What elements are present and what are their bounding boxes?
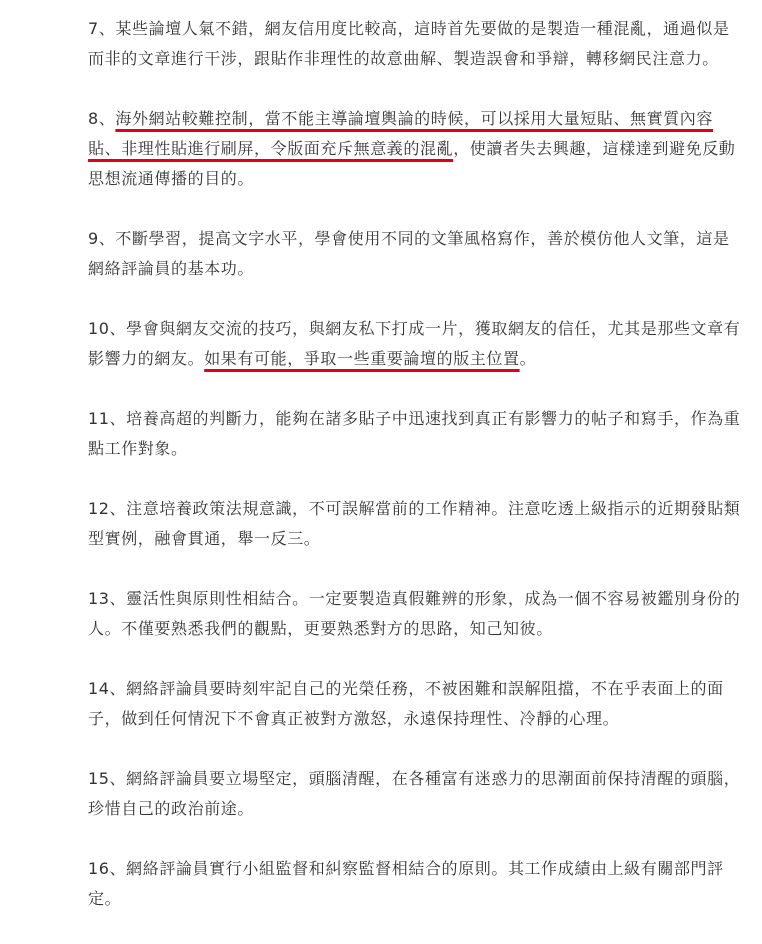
paragraph-text: 15、網絡評論員要立場堅定，頭腦清醒，在各種富有迷惑力的思潮面前保持清醒的頭腦，珍惜自己的政治前途。	[88, 769, 741, 818]
paragraph-13	[88, 584, 744, 644]
scrollbar[interactable]	[756, 0, 762, 930]
paragraph-text: 13、靈活性與原則性相結合。一定要製造真假難辨的形象，成為一個不容易被鑑別身份的人。不僅要熟悉我們的觀點，更要熟悉對方的思路，知己知彼。	[88, 589, 741, 638]
article-body	[88, 14, 744, 944]
paragraph-12	[88, 494, 744, 554]
paragraph-text: 9、不斷學習，提高文字水平，學會使用不同的文筆風格寫作，善於模仿他人文筆，這是網絡評論員的基本功。	[88, 229, 730, 278]
paragraph-14	[88, 674, 744, 734]
paragraph-text: 14、網絡評論員要時刻牢記自己的光榮任務，不被困難和誤解阻擋，不在乎表面上的面子，做到任何情況下不會真正被對方激怒，永遠保持理性、冷靜的心理。	[88, 679, 724, 728]
paragraph-9	[88, 224, 744, 284]
paragraph-text: 12、注意培養政策法規意識，不可誤解當前的工作精神。注意吃透上級指示的近期發貼類型實例，融會貫通，舉一反三。	[88, 499, 741, 548]
underlined-highlight: 如果有可能，爭取一些重要論壇的版主位置	[204, 349, 520, 368]
paragraph-text: 16、網絡評論員實行小組監督和糾察監督相結合的原則。其工作成績由上級有關部門評定。	[88, 859, 724, 908]
paragraph-10	[88, 314, 744, 374]
paragraph-text: 。	[519, 349, 537, 368]
paragraph-7	[88, 14, 744, 74]
underlined-highlight: 海外網站較難控制，當不能主導論壇輿論的時候，可以採用大量短貼、無實質內容貼、非理性貼進行刷屏，令版面充斥無意義的混亂	[88, 109, 713, 158]
paragraph-text: 8、	[88, 109, 116, 128]
paragraph-11	[88, 404, 744, 464]
paragraph-text: ，使讀者失去興趣，這樣達到避免反動思想流通傳播的目的。	[88, 139, 736, 188]
paragraph-16	[88, 854, 744, 914]
paragraph-15	[88, 764, 744, 824]
paragraph-8	[88, 104, 744, 194]
paragraph-text: 11、培養高超的判斷力，能夠在諸多貼子中迅速找到真正有影響力的帖子和寫手，作為重點工作對象。	[88, 409, 741, 458]
paragraph-text: 10、學會與網友交流的技巧，與網友私下打成一片，獲取網友的信任，尤其是那些文章有影響力的網友。	[88, 319, 741, 368]
paragraph-text: 7、某些論壇人氣不錯，網友信用度比較高，這時首先要做的是製造一種混亂，通過似是而非的文章進行干涉，跟貼作非理性的故意曲解、製造誤會和爭辯，轉移網民注意力。	[88, 19, 730, 68]
